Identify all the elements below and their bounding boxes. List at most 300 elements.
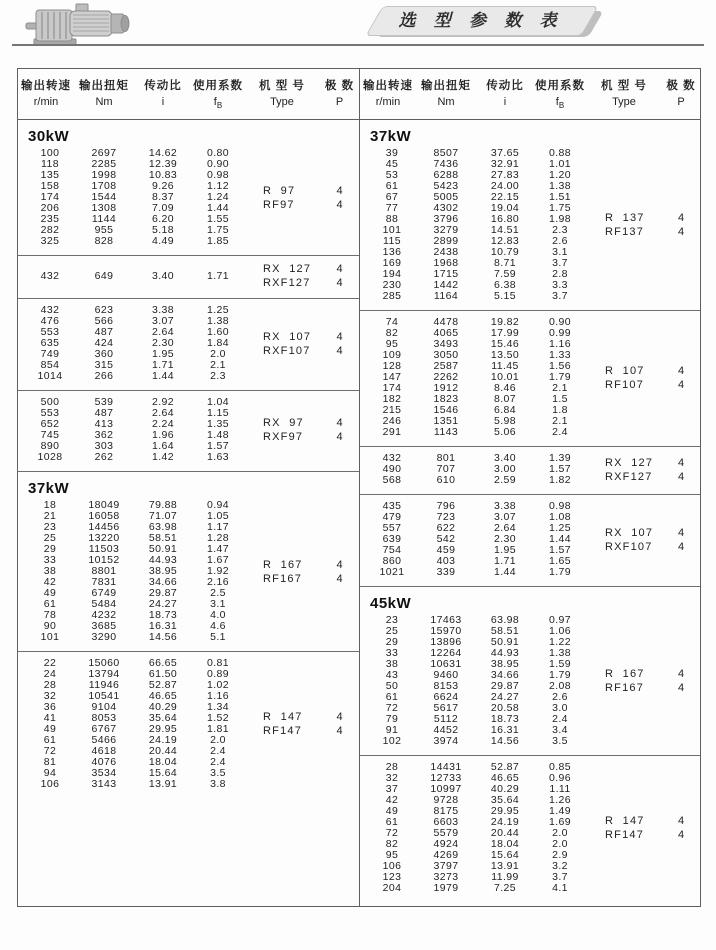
power-section-title: 45kW [370, 595, 412, 612]
ratio-cell: 8.71 [493, 257, 517, 269]
ratio-cell: 34.66 [490, 669, 520, 681]
torque-cell: 1968 [433, 257, 459, 269]
torque-cell: 487 [94, 326, 114, 338]
torque-cell: 1351 [433, 415, 459, 427]
service-factor-cell: 1.57 [548, 463, 572, 475]
service-factor-cell: 1.39 [548, 452, 572, 464]
service-factor-cell: 1.79 [548, 566, 572, 578]
speed-cell: 41 [43, 712, 57, 724]
speed-cell: 215 [382, 404, 402, 416]
power-section-title: 37kW [28, 480, 70, 497]
type-cell: RX 97 RXF97 [263, 417, 304, 443]
torque-cell: 6749 [91, 587, 117, 599]
torque-cell: 1979 [433, 882, 459, 894]
group-block [360, 446, 700, 494]
service-factor-cell: 2.0 [210, 348, 226, 360]
speed-cell: 45 [385, 158, 399, 170]
ratio-cell: 35.64 [148, 712, 178, 724]
torque-cell: 566 [94, 315, 114, 327]
torque-cell: 17463 [430, 614, 462, 626]
torque-cell: 12264 [430, 647, 462, 659]
torque-cell: 6624 [433, 691, 459, 703]
group-rows [360, 501, 700, 578]
speed-cell: 23 [43, 521, 57, 533]
col-header-torque: 输出扭矩 [421, 80, 471, 93]
torque-cell: 11946 [88, 679, 120, 691]
ratio-cell: 24.19 [490, 816, 520, 828]
ratio-cell: 3.40 [493, 452, 517, 464]
speed-cell: 476 [40, 315, 60, 327]
service-factor-cell: 2.16 [206, 576, 230, 588]
ratio-cell: 2.92 [151, 396, 175, 408]
service-factor-cell: 1.5 [552, 393, 568, 405]
torque-cell: 2697 [91, 147, 117, 159]
service-factor-cell: 2.3 [552, 224, 568, 236]
speed-cell: 61 [385, 691, 399, 703]
group-rows [18, 658, 359, 790]
type-cell: R 97 RF97 [263, 184, 296, 211]
service-factor-cell: 3.7 [552, 257, 568, 269]
speed-cell: 38 [385, 658, 399, 670]
ratio-cell: 38.95 [148, 565, 178, 577]
service-factor-cell: 1.38 [548, 647, 572, 659]
type-cell: R 107 RF107 [605, 364, 645, 391]
col-unit-speed: r/min [33, 96, 59, 109]
speed-cell: 81 [43, 756, 57, 768]
col-unit-torque: Nm [95, 96, 113, 109]
torque-cell: 10631 [430, 658, 462, 670]
torque-cell: 339 [436, 566, 456, 578]
ratio-cell: 29.95 [148, 723, 178, 735]
torque-cell: 3685 [91, 620, 117, 632]
speed-cell: 28 [43, 679, 57, 691]
ratio-cell: 1.44 [151, 370, 175, 382]
ratio-cell: 1.96 [151, 429, 175, 441]
group-block [360, 494, 700, 586]
ratio-cell: 5.06 [493, 426, 517, 438]
torque-cell: 3143 [91, 778, 117, 790]
col-header-poles: 极 数 [666, 80, 696, 93]
service-factor-cell: 1.44 [206, 202, 230, 214]
ratio-cell: 2.30 [151, 337, 175, 349]
ratio-cell: 13.91 [490, 860, 520, 872]
torque-cell: 1144 [91, 213, 117, 225]
speed-cell: 135 [40, 169, 60, 181]
service-factor-cell: 1.08 [548, 511, 572, 523]
ratio-cell: 37.65 [490, 147, 520, 159]
speed-cell: 49 [43, 723, 57, 735]
torque-cell: 4269 [433, 849, 459, 861]
poles-cell: 4 4 [677, 526, 685, 553]
torque-cell: 10997 [430, 783, 462, 795]
torque-cell: 1912 [433, 382, 459, 394]
ratio-cell: 1.71 [151, 359, 175, 371]
service-factor-cell: 1.75 [548, 202, 572, 214]
col-header-type: 机 型 号 [601, 80, 647, 93]
ratio-cell: 14.62 [148, 147, 178, 159]
speed-cell: 282 [40, 224, 60, 236]
ratio-cell: 11.45 [491, 360, 519, 372]
speed-cell: 435 [382, 500, 402, 512]
service-factor-cell: 2.3 [210, 370, 226, 382]
service-factor-cell: 1.25 [206, 304, 230, 316]
speed-cell: 22 [43, 657, 57, 669]
torque-cell: 3796 [433, 213, 459, 225]
service-factor-cell: 2.0 [552, 827, 568, 839]
speed-cell: 1028 [37, 451, 63, 463]
ratio-cell: 12.39 [148, 158, 178, 170]
speed-cell: 82 [385, 838, 399, 850]
torque-cell: 12733 [430, 772, 462, 784]
group-rows [18, 305, 359, 382]
torque-cell: 262 [94, 451, 114, 463]
col-unit-ratio: i [161, 96, 165, 109]
service-factor-cell: 1.25 [548, 522, 572, 534]
ratio-cell: 18.04 [148, 756, 178, 768]
ratio-cell: 61.50 [148, 668, 178, 680]
speed-cell: 38 [43, 565, 57, 577]
service-factor-cell: 3.7 [552, 871, 568, 883]
torque-cell: 8507 [433, 147, 459, 159]
service-factor-cell: 1.28 [206, 532, 230, 544]
service-factor-cell: 1.02 [206, 679, 230, 691]
service-factor-cell: 1.26 [548, 794, 572, 806]
ratio-cell: 12.83 [490, 235, 520, 247]
service-factor-cell: 1.57 [548, 544, 572, 556]
speed-cell: 36 [43, 701, 57, 713]
ratio-cell: 6.84 [493, 404, 517, 416]
group-rows [18, 262, 359, 290]
ratio-cell: 16.31 [490, 724, 520, 736]
speed-cell: 91 [385, 724, 399, 736]
ratio-cell: 2.24 [151, 418, 175, 430]
poles-cell: 4 4 [677, 668, 685, 694]
speed-cell: 61 [385, 816, 399, 828]
speed-cell: 29 [385, 636, 399, 648]
service-factor-cell: 0.99 [548, 327, 572, 339]
torque-cell: 649 [94, 269, 114, 282]
torque-cell: 1308 [91, 202, 117, 214]
ratio-cell: 3.07 [493, 511, 517, 523]
ratio-cell: 8.07 [493, 393, 517, 405]
service-factor-cell: 1.82 [548, 474, 572, 486]
torque-cell: 15060 [88, 657, 120, 669]
speed-cell: 94 [43, 767, 57, 779]
ratio-cell: 40.29 [490, 783, 520, 795]
service-factor-cell: 1.47 [206, 543, 230, 555]
torque-cell: 955 [94, 224, 114, 236]
speed-cell: 53 [385, 169, 399, 181]
ratio-cell: 7.25 [493, 882, 517, 894]
speed-cell: 67 [385, 191, 399, 203]
torque-cell: 1546 [433, 404, 459, 416]
col-header-service-factor: 使用系数 [193, 80, 243, 93]
service-factor-cell: 1.79 [548, 371, 572, 383]
group-block [18, 120, 359, 255]
torque-cell: 11503 [88, 543, 120, 555]
torque-cell: 2285 [91, 158, 117, 170]
ratio-cell: 7.59 [493, 268, 517, 280]
ratio-cell: 10.01 [490, 371, 520, 383]
speed-cell: 432 [40, 304, 60, 316]
ratio-cell: 66.65 [148, 657, 178, 669]
ratio-cell: 14.56 [490, 735, 520, 747]
ratio-cell: 11.99 [491, 871, 519, 883]
power-section-title: 37kW [370, 128, 412, 145]
ratio-cell: 2.30 [493, 533, 517, 545]
speed-cell: 77 [385, 202, 399, 214]
speed-cell: 230 [382, 279, 402, 291]
torque-cell: 7436 [433, 158, 459, 170]
type-cell: R 167 RF167 [605, 668, 645, 694]
torque-cell: 18049 [88, 499, 120, 511]
poles-cell: 4 4 [336, 558, 343, 585]
service-factor-cell: 2.0 [210, 734, 226, 746]
torque-cell: 539 [94, 396, 114, 408]
service-factor-cell: 2.6 [552, 235, 568, 247]
torque-cell: 5466 [91, 734, 117, 746]
ratio-cell: 22.15 [490, 191, 520, 203]
service-factor-cell: 1.17 [206, 521, 230, 533]
torque-cell: 1143 [433, 426, 459, 438]
speed-cell: 557 [382, 522, 402, 534]
ratio-cell: 1.64 [151, 440, 175, 452]
speed-cell: 890 [40, 440, 60, 452]
torque-cell: 303 [94, 440, 114, 452]
service-factor-cell: 2.6 [552, 691, 568, 703]
speed-cell: 123 [382, 871, 402, 883]
ratio-cell: 50.91 [490, 636, 520, 648]
service-factor-cell: 0.98 [206, 169, 230, 181]
poles-cell: 4 4 [336, 330, 343, 357]
service-factor-cell: 1.98 [548, 213, 572, 225]
service-factor-cell: 3.0 [552, 702, 568, 714]
service-factor-cell: 0.88 [548, 147, 572, 159]
torque-cell: 6288 [433, 169, 459, 181]
ratio-cell: 38.95 [490, 658, 520, 670]
service-factor-cell: 0.97 [548, 614, 572, 626]
service-factor-cell: 0.85 [548, 761, 572, 773]
speed-cell: 635 [40, 337, 60, 349]
col-unit-ratio: i [503, 96, 507, 109]
service-factor-cell: 3.2 [552, 860, 568, 872]
service-factor-cell: 4.1 [552, 882, 568, 894]
service-factor-cell: 1.16 [548, 338, 572, 350]
service-factor-cell: 1.8 [552, 404, 568, 416]
service-factor-cell: 1.67 [206, 554, 230, 566]
service-factor-cell: 1.79 [548, 669, 572, 681]
service-factor-cell: 1.38 [206, 315, 230, 327]
speed-cell: 652 [40, 418, 60, 430]
speed-cell: 32 [385, 772, 399, 784]
speed-cell: 101 [40, 631, 60, 643]
group-block [360, 586, 700, 755]
ratio-cell: 4.49 [151, 235, 175, 247]
service-factor-cell: 3.8 [210, 778, 226, 790]
ratio-cell: 29.87 [490, 680, 520, 692]
ratio-cell: 3.38 [493, 500, 517, 512]
poles-cell: 4 4 [336, 263, 343, 289]
speed-cell: 50 [385, 680, 399, 692]
service-factor-cell: 0.80 [206, 147, 230, 159]
torque-cell: 4232 [91, 609, 117, 621]
col-unit-speed: r/min [375, 96, 401, 109]
service-factor-cell: 3.4 [552, 724, 568, 736]
speed-cell: 246 [382, 415, 402, 427]
speed-cell: 49 [43, 587, 57, 599]
ratio-cell: 2.64 [151, 407, 175, 419]
speed-cell: 754 [382, 544, 402, 556]
speed-cell: 158 [40, 180, 60, 192]
speed-cell: 72 [385, 702, 399, 714]
service-factor-cell: 1.20 [548, 169, 572, 181]
ratio-cell: 14.56 [148, 631, 178, 643]
ratio-cell: 32.91 [490, 158, 520, 170]
service-factor-cell: 1.12 [206, 180, 230, 192]
speed-cell: 25 [385, 625, 399, 637]
ratio-cell: 24.00 [490, 180, 520, 192]
group-rows [18, 397, 359, 463]
speed-cell: 88 [385, 213, 399, 225]
torque-cell: 796 [436, 500, 456, 512]
ratio-cell: 10.83 [148, 169, 178, 181]
torque-cell: 4618 [91, 745, 117, 757]
service-factor-cell: 5.1 [210, 631, 226, 643]
torque-cell: 3050 [433, 349, 459, 361]
speed-cell: 95 [385, 338, 399, 350]
ratio-cell: 18.04 [490, 838, 520, 850]
torque-cell: 4924 [433, 838, 459, 850]
torque-cell: 610 [436, 474, 456, 486]
torque-cell: 413 [94, 418, 114, 430]
speed-cell: 39 [385, 147, 399, 159]
group-block [18, 471, 359, 651]
service-factor-cell: 1.35 [206, 418, 230, 430]
ratio-cell: 3.38 [151, 304, 175, 316]
speed-cell: 61 [43, 598, 57, 610]
service-factor-cell: 0.94 [206, 499, 230, 511]
speed-cell: 33 [385, 647, 399, 659]
group-rows [360, 762, 700, 894]
poles-cell: 4 4 [336, 711, 343, 737]
service-factor-cell: 3.3 [552, 279, 568, 291]
speed-cell: 194 [382, 268, 402, 280]
torque-cell: 13896 [430, 636, 462, 648]
service-factor-cell: 4.6 [210, 620, 226, 632]
header-rule [12, 44, 704, 46]
speed-cell: 23 [385, 614, 399, 626]
col-header-ratio: 传动比 [144, 80, 182, 93]
torque-cell: 1715 [433, 268, 459, 280]
torque-cell: 9460 [433, 669, 459, 681]
speed-cell: 78 [43, 609, 57, 621]
service-factor-cell: 1.24 [206, 191, 230, 203]
type-cell: RX 127 RXF127 [605, 456, 654, 483]
torque-cell: 8053 [91, 712, 117, 724]
torque-cell: 315 [94, 359, 114, 371]
service-factor-cell: 2.08 [548, 680, 572, 692]
service-factor-cell: 0.96 [548, 772, 572, 784]
ratio-cell: 46.65 [490, 772, 520, 784]
type-cell: R 147 RF147 [263, 711, 303, 737]
speed-cell: 42 [43, 576, 57, 588]
service-factor-cell: 1.63 [206, 451, 230, 463]
speed-cell: 29 [43, 543, 57, 555]
torque-cell: 1823 [433, 393, 459, 405]
col-unit-type: Type [270, 96, 294, 109]
ratio-cell: 63.98 [490, 614, 520, 626]
speed-cell: 74 [385, 316, 399, 328]
speed-cell: 235 [40, 213, 60, 225]
speed-cell: 24 [43, 668, 57, 680]
service-factor-cell: 2.4 [552, 426, 568, 438]
speed-cell: 479 [382, 511, 402, 523]
speed-cell: 136 [382, 246, 402, 258]
col-unit-poles: P [677, 96, 685, 109]
service-factor-cell: 1.06 [548, 625, 572, 637]
torque-cell: 1164 [433, 290, 459, 302]
ratio-cell: 79.88 [148, 499, 178, 511]
service-factor-cell: 1.84 [206, 337, 230, 349]
service-factor-cell: 3.1 [210, 598, 226, 610]
speed-cell: 432 [40, 269, 60, 282]
torque-cell: 801 [436, 452, 456, 464]
ratio-cell: 24.27 [148, 598, 178, 610]
speed-cell: 118 [41, 158, 59, 170]
service-factor-cell: 3.5 [552, 735, 568, 747]
ratio-cell: 29.95 [490, 805, 520, 817]
speed-cell: 169 [382, 257, 402, 269]
torque-cell: 6603 [433, 816, 459, 828]
speed-cell: 32 [43, 690, 57, 702]
group-rows [18, 500, 359, 643]
torque-cell: 4302 [433, 202, 459, 214]
service-factor-cell: 1.34 [206, 701, 230, 713]
ratio-cell: 27.83 [490, 169, 520, 181]
speed-cell: 568 [382, 474, 402, 486]
ratio-cell: 3.40 [151, 269, 175, 282]
ratio-cell: 17.99 [490, 327, 520, 339]
torque-cell: 5423 [433, 180, 459, 192]
torque-cell: 2899 [433, 235, 459, 247]
torque-cell: 360 [94, 348, 114, 360]
ratio-cell: 20.58 [490, 702, 520, 714]
torque-cell: 2587 [433, 360, 459, 372]
service-factor-cell: 2.1 [552, 382, 568, 394]
speed-cell: 43 [385, 669, 399, 681]
service-factor-cell: 1.51 [548, 191, 572, 203]
torque-cell: 8801 [91, 565, 117, 577]
ratio-cell: 1.95 [151, 348, 175, 360]
torque-cell: 8175 [433, 805, 459, 817]
col-unit-service-factor: $f_B$ [213, 96, 223, 111]
speed-cell: 500 [40, 396, 60, 408]
speed-cell: 206 [40, 202, 60, 214]
speed-cell: 749 [40, 348, 60, 360]
service-factor-cell: 0.90 [548, 316, 572, 328]
service-factor-cell: 1.57 [206, 440, 230, 452]
torque-cell: 362 [94, 429, 114, 441]
service-factor-cell: 1.11 [549, 783, 571, 795]
ratio-cell: 10.79 [490, 246, 520, 258]
torque-cell: 4452 [433, 724, 459, 736]
service-factor-cell: 1.59 [548, 658, 572, 670]
torque-cell: 723 [436, 511, 456, 523]
col-header-service-factor: 使用系数 [535, 80, 585, 93]
speed-cell: 72 [43, 745, 57, 757]
speed-cell: 860 [382, 555, 402, 567]
group-block [18, 390, 359, 471]
